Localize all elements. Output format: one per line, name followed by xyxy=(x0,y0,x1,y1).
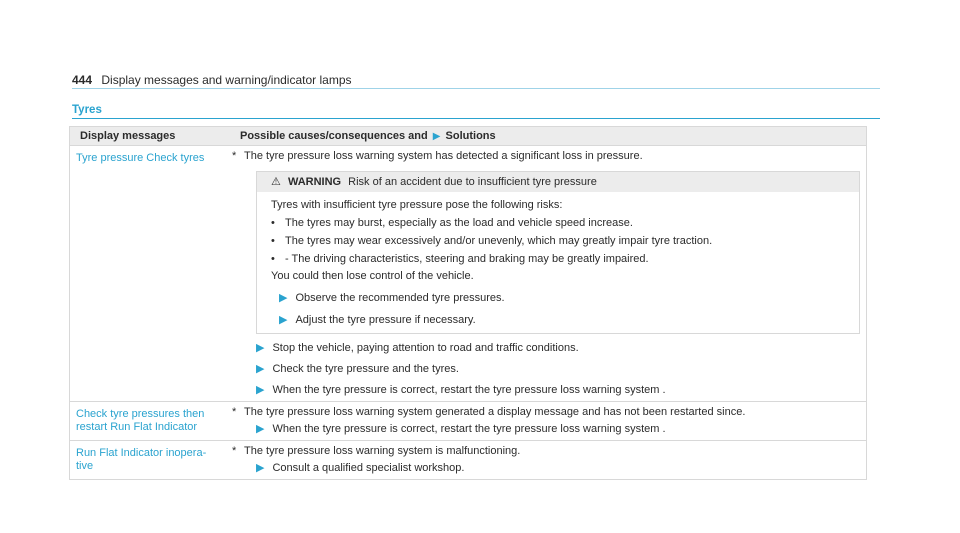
list-item: • - The driving characteristics, steering and braking may be greatly impaired. xyxy=(271,253,649,265)
warning-body xyxy=(257,192,859,333)
page-number: 444 xyxy=(72,73,93,87)
arrow-icon: ▶ xyxy=(256,462,265,474)
cause-text: * The tyre pressure loss warning system is malfunctioning. xyxy=(232,445,521,457)
causes-solutions xyxy=(228,441,866,479)
action-step: ▶ When the tyre pressure is correct, restart the tyre pressure loss warning system . xyxy=(256,384,666,396)
action-step: ▶ When the tyre pressure is correct, restart the tyre pressure loss warning system . xyxy=(256,423,666,435)
warning-outro: You could then lose control of the vehicle. xyxy=(271,270,474,282)
list-item: • The tyres may wear excessively and/or unevenly, which may greatly impair tyre traction. xyxy=(271,235,713,247)
warning-box xyxy=(256,171,860,334)
table-row xyxy=(70,401,866,440)
action-step: ▶ Check the tyre pressure and the tyres. xyxy=(256,363,459,375)
arrow-icon: ▶ xyxy=(279,292,288,304)
arrow-icon: ▶ xyxy=(256,342,265,354)
display-message: Check tyre pressures then restart Run Flat Indicator xyxy=(76,408,205,433)
table-header xyxy=(70,127,866,145)
warning-triangle-icon: ⚠ xyxy=(271,176,281,188)
action-step: ▶ Adjust the tyre pressure if necessary. xyxy=(279,314,476,326)
column-header-display-messages: Display messages xyxy=(80,130,176,142)
causes-solutions xyxy=(228,146,866,401)
section-title: Tyres xyxy=(72,104,102,116)
section-divider xyxy=(72,118,880,119)
column-header-causes-solutions: Possible causes/consequences and ▶ Solutions xyxy=(240,130,496,142)
warning-intro: Tyres with insufficient tyre pressure pose the following risks: xyxy=(271,199,563,211)
table-row xyxy=(70,145,866,401)
arrow-icon: ▶ xyxy=(279,314,288,326)
display-message: Tyre pressure Check tyres xyxy=(76,152,205,164)
page-header xyxy=(72,73,352,87)
warning-title: Risk of an accident due to insufficient tyre pressure xyxy=(348,176,597,188)
action-step: ▶ Observe the recommended tyre pressures. xyxy=(279,292,505,304)
header-divider xyxy=(72,88,880,89)
cause-text: * The tyre pressure loss warning system has detected a significant loss in pressure. xyxy=(232,150,643,162)
action-step: ▶ Consult a qualified specialist workshop. xyxy=(256,462,465,474)
table-row xyxy=(70,440,866,479)
arrow-icon: ▶ xyxy=(256,423,265,435)
page-header-title: Display messages and warning/indicator lamps xyxy=(101,73,352,87)
cause-text: * The tyre pressure loss warning system generated a display message and has not been restarted since. xyxy=(232,406,746,418)
arrow-icon: ▶ xyxy=(432,131,441,142)
display-message: Run Flat Indicator inopera- tive xyxy=(76,447,207,472)
warning-header xyxy=(257,172,859,192)
messages-table xyxy=(69,126,867,480)
action-step: ▶ Stop the vehicle, paying attention to road and traffic conditions. xyxy=(256,342,579,354)
arrow-icon: ▶ xyxy=(256,384,265,396)
list-item: • The tyres may burst, especially as the load and vehicle speed increase. xyxy=(271,217,633,229)
arrow-icon: ▶ xyxy=(256,363,265,375)
footnote-star: * xyxy=(232,150,237,162)
warning-label: WARNING xyxy=(287,176,342,188)
causes-solutions xyxy=(228,402,866,440)
